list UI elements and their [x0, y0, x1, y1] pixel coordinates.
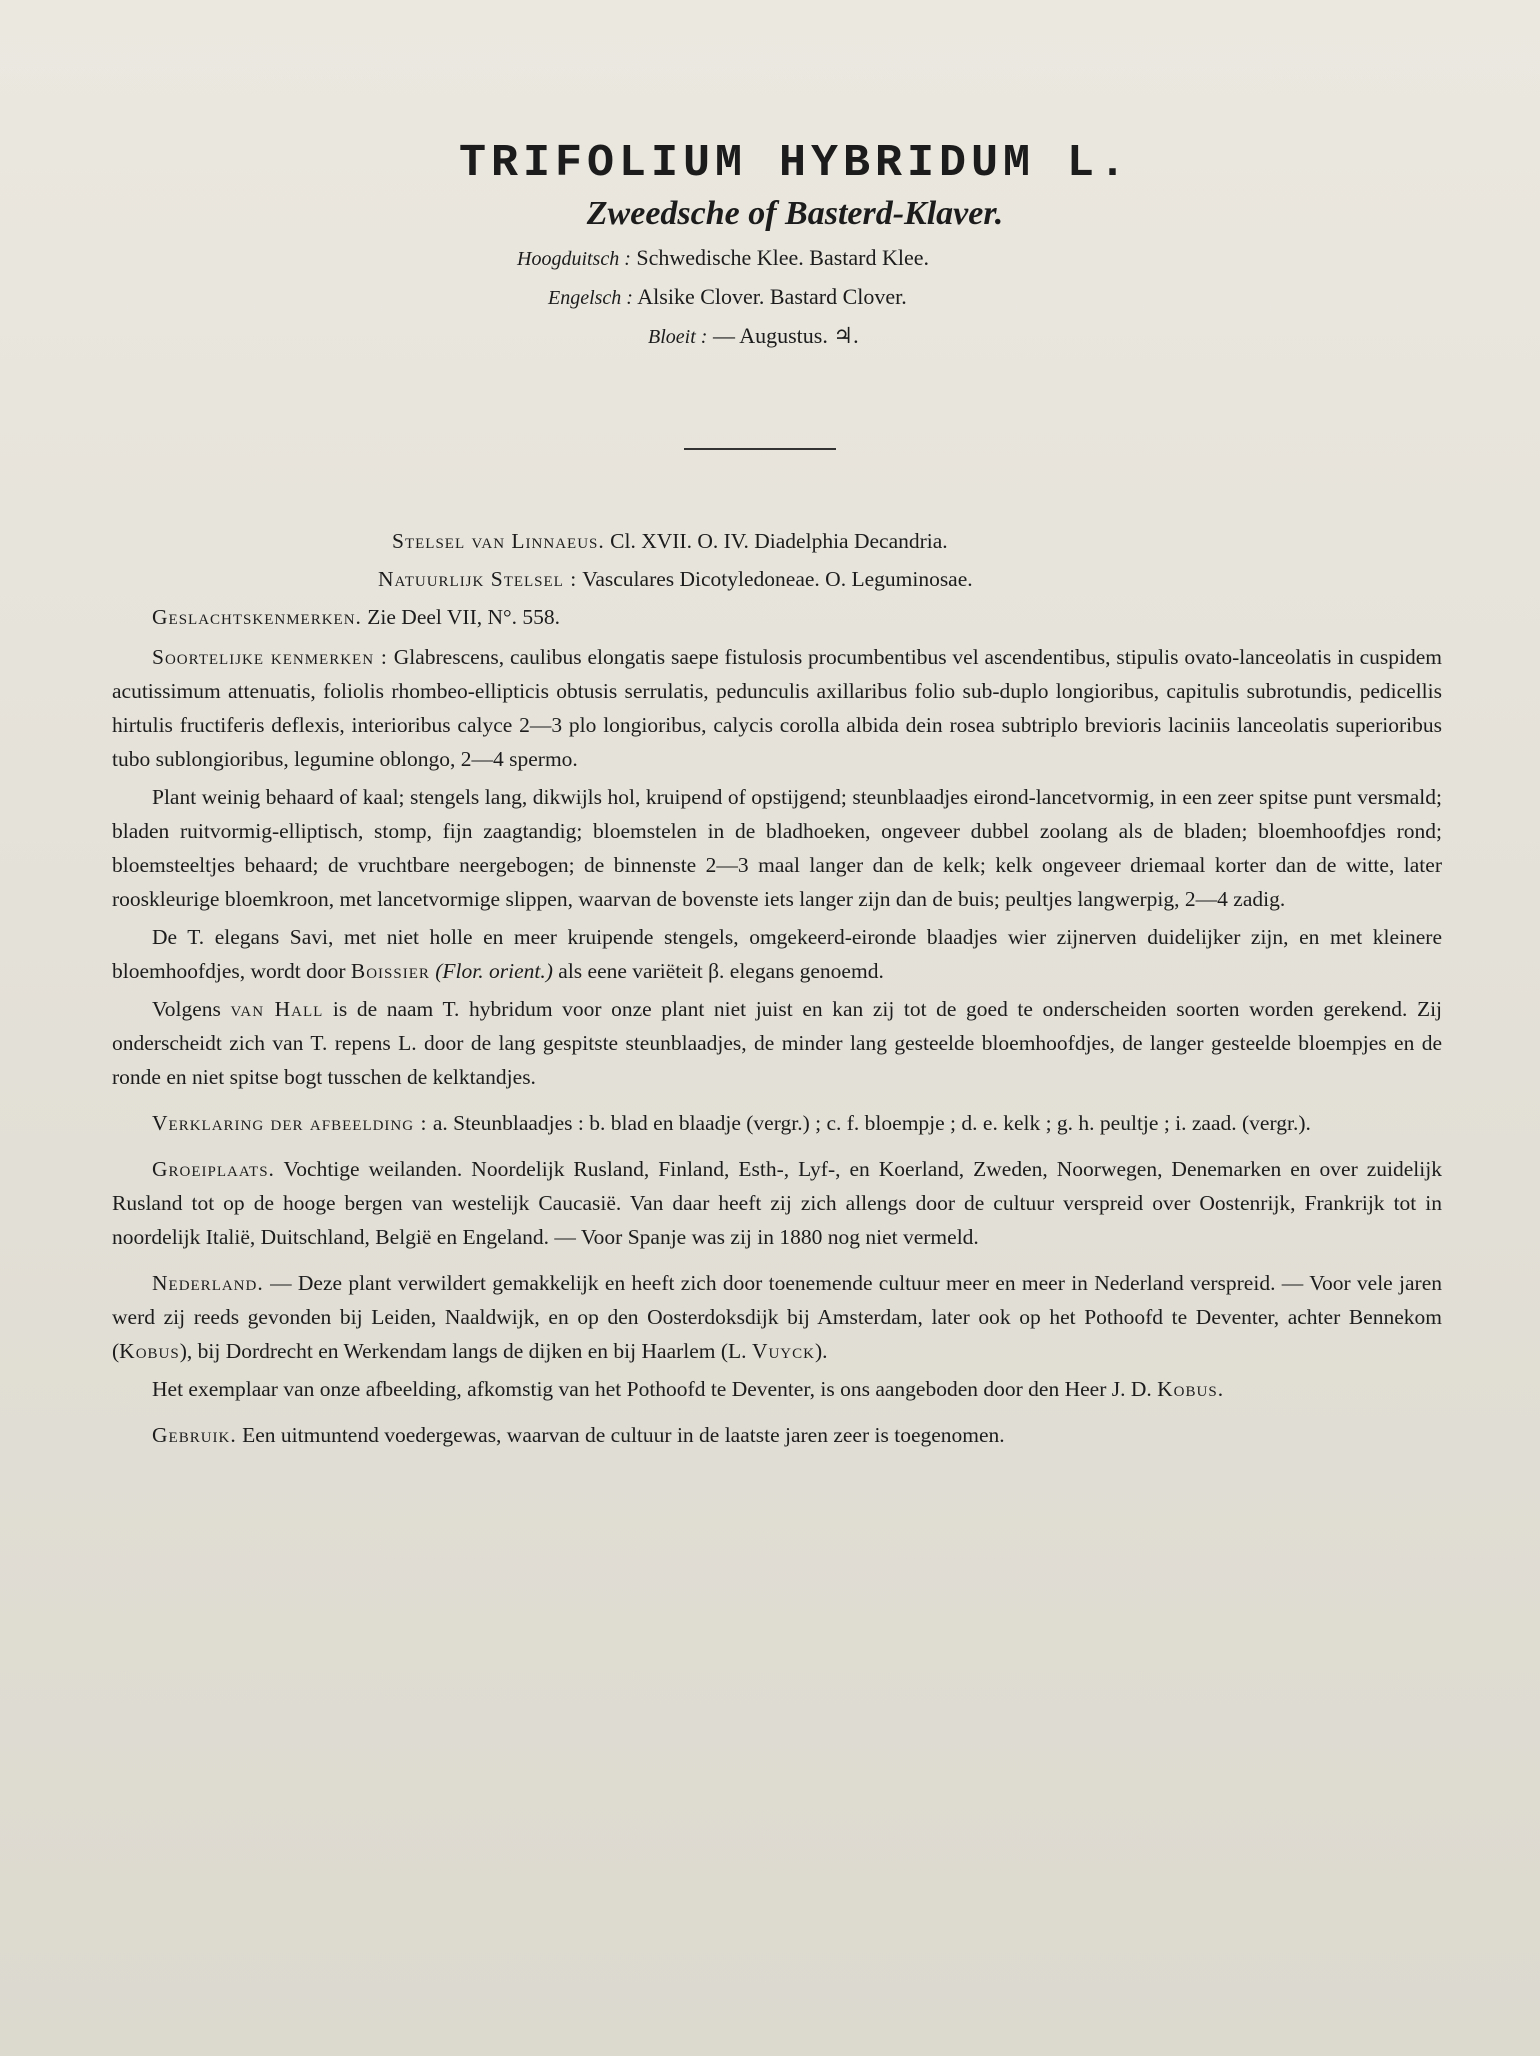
page-title: TRIFOLIUM HYBRIDUM L. [458, 138, 1132, 189]
geslacht-line [112, 600, 1442, 634]
engelsch-label: Engelsch : [548, 287, 633, 309]
groeiplaats-text: Vochtige weilanden. Noordelijk Rusland, Finland, Esth-, Lyf-, en Koerland, Zweden, Noorwegen, Denemarken en over zuidelijk Rusland tot op de hooge bergen van westelijk Caucasië. Van daar heeft zij zich allengs door de cultuur verspreid over Oostenrijk, Frankrijk tot in noordelijk Italië, Duitschland, België en Engeland. — Voor Spanje was zij in 1880 nog niet vermeld. [112, 1157, 1442, 1249]
linnaeus-label: Stelsel van Linnaeus. [392, 529, 605, 553]
elegans-ref: (Flor. orient.) [435, 959, 553, 983]
soortelijke-label: Soortelijke kenmerken : [152, 645, 388, 669]
hall-text: is de naam T. hybridum voor onze plant niet juist en kan zij tot de goed te onderscheiden soorten worden gerekend. Zij onderscheidt zich van T. repens L. door de lang gespitste steunblaadjes, de minder lang gesteelde bloemhoofdjes, de langer gesteelde bloempjes en de ronde en niet spitse bogt tusschen de kelktandjes. [112, 997, 1443, 1089]
natuurlijk-line [112, 562, 1442, 596]
soortelijke-paragraph [112, 640, 1442, 776]
soortelijke-text: Glabrescens, caulibus elongatis saepe fistulosis procumbentibus vel ascendentibus, stipulis ovato-lanceolatis in cuspidem acutissimum attenuatis, foliolis rhombeo-ellipticis obtusis serrulatis, pedunculis axillaribus folio sub-duplo longioribus, capitulis subrotundis, pedicellis hirtulis fructiferis deflexis, interioribus calyce 2—3 plo longioribus, calycis corolla albida dein rosea subtriplo brevioris laciniis lanceolatis superioribus tubo sublongioribus, legumine oblongo, 2—4 spermo. [112, 645, 1442, 771]
engelsch-value: Alsike Clover. Bastard Clover. [637, 284, 907, 309]
hoogduitsch-label: Hoogduitsch : [517, 248, 631, 270]
hall-prefix: Volgens [152, 997, 221, 1021]
elegans-author: Boissier [350, 959, 430, 983]
plant-paragraph: Plant weinig behaard of kaal; stengels lang, dikwijls hol, kruipend of opstijgend; steunblaadjes eirond-lancetvormig, in een zeer spitse punt versmald; bladen ruitvormig-elliptisch, stomp, fijn zaagtandig; bloemstelen in de bladhoeken, ongeveer dubbel zoolang als de bladen; bloemhoofdjes rond; bloemsteeltjes behaard; de vruchtbare neergebogen; de binnenste 2—3 maal langer dan de kelk; kelk ongeveer driemaal korter dan de witte, later rooskleurige bloemkroon, met lancetvormige slippen, waarvan de bovenste iets langer zijn dan de buis; peultjes langwerpig, 2—4 zadig. [112, 785, 1442, 911]
header [0, 138, 1540, 354]
hoogduitsch-line [0, 241, 1540, 276]
gebruik-text: Een uitmuntend voedergewas, waarvan de cultuur in de laatste jaren zeer is toegenomen. [242, 1423, 1005, 1447]
verklaring-label: Verklaring der afbeelding : [152, 1111, 428, 1135]
elegans-text-1: De T. elegans Savi, met niet holle en meer kruipende stengels, omgekeerd-eironde blaadjes wier zijnerven duidelijker zijn, en met kleinere bloemhoofdjes, wordt door [112, 925, 1442, 983]
exemplaar-end: . [1217, 1377, 1224, 1401]
bloeit-value: — Augustus. ♃. [712, 323, 859, 348]
nederland-text-2: ), bij Dordrecht en Werkendam langs de dijken en bij Haarlem (L. [179, 1339, 747, 1363]
nederland-vuyck: Vuyck [751, 1339, 815, 1363]
nederland-kobus: Kobus [119, 1339, 180, 1363]
engelsch-line [0, 280, 1540, 315]
linnaeus-line [112, 524, 1442, 558]
groeiplaats-label: Groeiplaats. [152, 1157, 275, 1181]
nederland-text-3: ). [814, 1339, 828, 1363]
bloeit-label: Bloeit : [648, 326, 708, 348]
natuurlijk-value: Vasculares Dicotyledoneae. O. Leguminosae. [582, 567, 973, 591]
exemplaar-paragraph [112, 1372, 1442, 1406]
nederland-text-1: — Deze plant verwildert gemakkelijk en heeft zich door toenemende cultuur meer en meer in Nederland verspreid. — Voor vele jaren werd zij reeds gevonden bij Leiden, Naaldwijk, en op den Oosterdoksdijk bij Amsterdam, later ook op het Pothoofd te Deventer, achter Bennekom ( [112, 1271, 1443, 1363]
nederland-paragraph [112, 1266, 1442, 1368]
divider-rule [684, 448, 836, 450]
gebruik-paragraph [112, 1418, 1442, 1452]
groeiplaats-paragraph [112, 1152, 1442, 1254]
body-text [112, 524, 1442, 1456]
hall-paragraph [112, 992, 1442, 1094]
elegans-text-2: als eene variëteit β. elegans genoemd. [558, 959, 884, 983]
linnaeus-value: Cl. XVII. O. IV. Diadelphia Decandria. [610, 529, 948, 553]
hall-name: van Hall [230, 997, 324, 1021]
natuurlijk-label: Natuurlijk Stelsel : [378, 567, 578, 591]
hoogduitsch-value: Schwedische Klee. Bastard Klee. [636, 245, 930, 270]
verklaring-paragraph [112, 1106, 1442, 1140]
bloeit-line [0, 319, 1540, 354]
geslacht-label: Geslachtskenmerken. [152, 605, 362, 629]
verklaring-text: a. Steunblaadjes : b. blad en blaadje (vergr.) ; c. f. bloempje ; d. e. kelk ; g. h. peultje ; i. zaad. (vergr.). [432, 1111, 1311, 1135]
elegans-paragraph [112, 920, 1442, 988]
gebruik-label: Gebruik. [152, 1423, 237, 1447]
nederland-label: Nederland. [152, 1271, 264, 1295]
exemplaar-text: Het exemplaar van onze afbeelding, afkomstig van het Pothoofd te Deventer, is ons aangeboden door den Heer J. D. [152, 1377, 1152, 1401]
geslacht-value: Zie Deel VII, N°. 558. [367, 605, 560, 629]
exemplaar-name: Kobus [1157, 1377, 1218, 1401]
page-subtitle: Zweedsche of Basterd-Klaver. [586, 195, 1004, 232]
